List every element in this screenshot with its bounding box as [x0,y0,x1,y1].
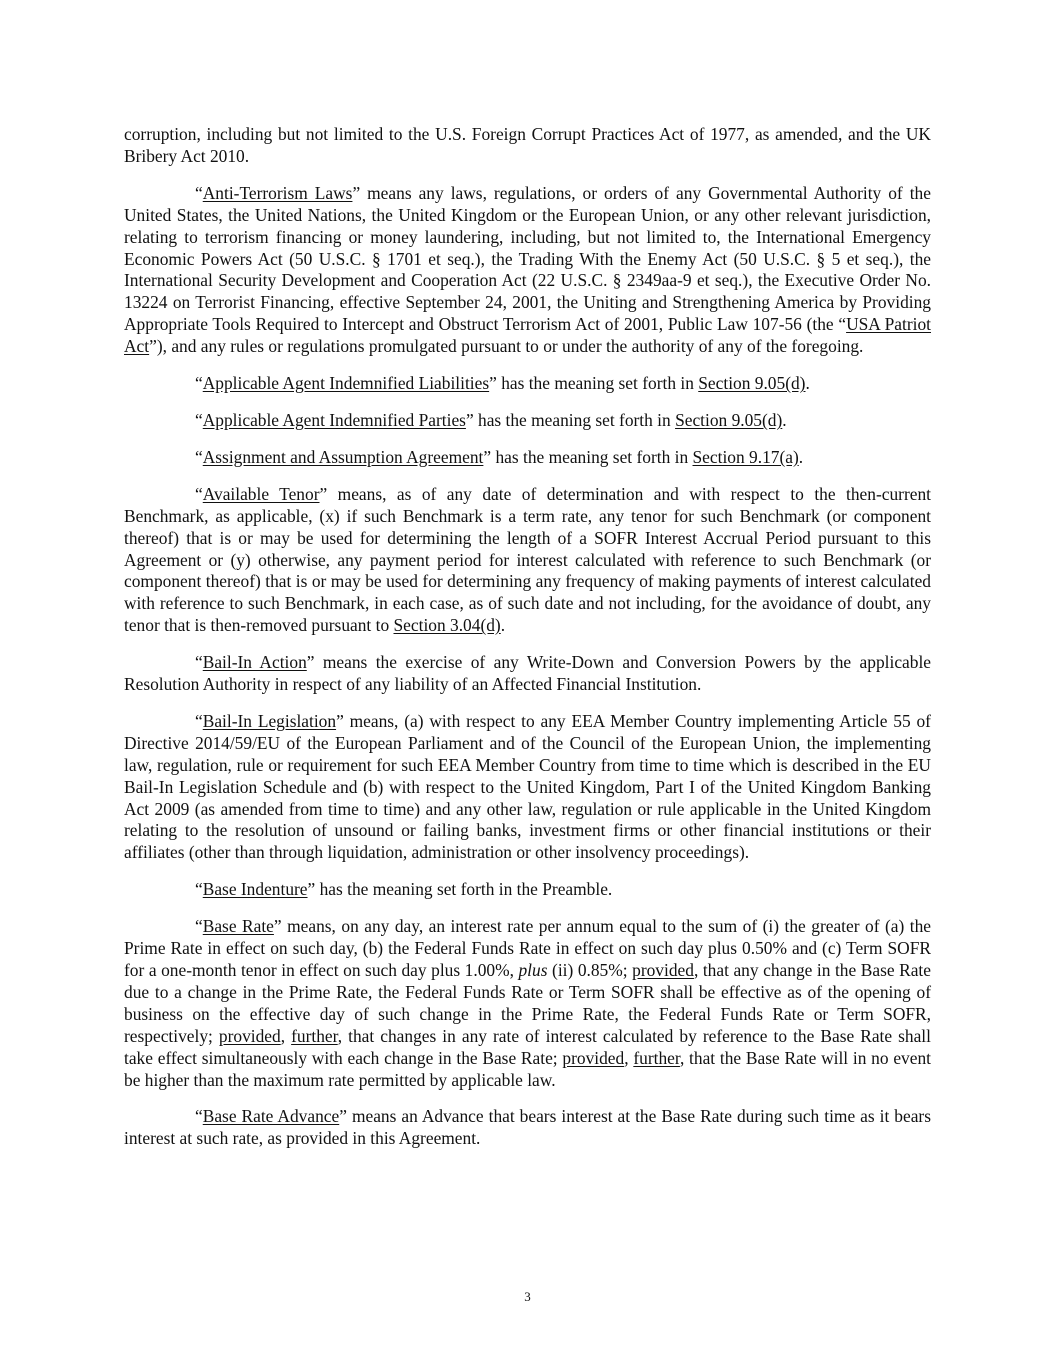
plus-italic: plus [518,960,548,980]
defined-term: Available Tenor [202,483,320,504]
definition-text: ”), and any rules or regulations promulgated pursuant to or under the authority of any of the foregoing. [149,336,864,357]
definition-applicable-agent-indemnified-liabilities [124,373,931,395]
open-quote: “ [195,916,203,937]
open-quote: “ [195,710,203,731]
definition-base-rate [124,916,931,1091]
open-quote: “ [195,879,203,900]
definition-text: , that changes in any rate of interest calculated by reference to the Base Rate shall take effect simultaneously with each change in the Base Rate; [124,1025,931,1068]
defined-term: Base Rate Advance [202,1106,340,1127]
definition-text: (ii) 0.85%; [547,960,633,980]
definition-applicable-agent-indemnified-parties [124,410,931,432]
definition-base-rate-advance [124,1106,931,1150]
definition-tail: . [782,409,787,430]
definition-assignment-and-assumption-agreement [124,447,931,469]
provided-underlined: provided [218,1025,281,1046]
definition-bail-in-action [124,652,931,696]
defined-term-usa-patriot-act: USA Patriot Act [124,314,931,357]
open-quote: “ [195,652,203,673]
definition-tail: . [798,446,804,467]
definition-available-tenor [124,484,931,637]
section-reference: Section 9.05(d) [675,409,783,430]
definition-text: ” has the meaning set forth in [465,409,676,430]
definition-text: ” has the meaning set forth in [489,373,699,394]
defined-term: Base Rate [202,916,274,937]
open-quote: “ [195,446,203,467]
section-reference: Section 9.17(a) [692,446,799,467]
defined-term: Applicable Agent Indemnified Liabilities [202,373,490,394]
definition-text: ” means any laws, regulations, or orders of any Governmental Authority of the United States, the United Nations, the United Kingdom or the European Union, or any other relevant jurisdiction, relating to terrorism financing or money laundering, including, but not limited to, the International Emergency Economic Powers Act (50 U.S.C. § 1701 et seq.), the Trading With the Enemy Act (50 U.S.C. § 5 et seq.), the International Security Development and Cooperation Act (22 U.S.C. § 2349aa-9 et seq.), the Executive Order No. 13224 on Terrorist Financing, effective September 24, 2001, the Uniting and Strengthening America by Providing Appropriate Tools Required to Intercept and Obstruct Terrorism Act of 2001, Public Law 107-56 (the “ [124,182,931,335]
section-reference: Section 9.05(d) [698,373,806,394]
defined-term: Anti-Terrorism Laws [202,182,353,203]
intro-text: corruption, including but not limited to the U.S. Foreign Corrupt Practices Act of 1977, as amended, and the UK Bribery Act 2010. [124,124,931,166]
definition-tail: . [500,615,506,636]
defined-term: Assignment and Assumption Agreement [202,446,484,467]
separator: , [280,1025,292,1046]
definition-text: ” means an Advance that bears interest at the Base Rate during such time as it bears interest at such rate, as provided in this Agreement. [124,1106,931,1149]
definition-text: ” means, as of any date of determination and with respect to the then-current Benchmark, as applicable, (x) if such Benchmark is a term rate, any tenor for such Benchmark (or component thereof) that is or may be used for determining the length of a SOFR Interest Accrual Period pursuant to this Agreement or (y) otherwise, any payment period for interest calculated with reference to such Benchmark (or component thereof) that is or may be used for determining any frequency of making payments of interest calculated with reference to such Benchmark, in each case, as of such date and not including, for the avoidance of doubt, any tenor that is then-removed pursuant to [124,483,931,636]
defined-term: Base Indenture [202,879,308,900]
defined-term: Bail-In Action [202,652,307,673]
definition-text: ” means, on any day, an interest rate per annum equal to the sum of (i) the greater of (a) the Prime Rate in effect on such day, (b) the Federal Funds Rate in effect on such day plus 0.50% and (c) Term SOFR for a one-month tenor in effect on such day plus 1.00%, [124,916,932,980]
definition-tail: . [805,373,810,394]
further-underlined: further [291,1025,338,1046]
definition-text: ” means the exercise of any Write-Down and Conversion Powers by the applicable Resolution Authority in respect of any liability of an Affected Financial Institution. [124,652,932,695]
definition-text: , that the Base Rate will in no event be higher than the maximum rate permitted by applicable law. [124,1047,931,1090]
defined-term: Bail-In Legislation [202,710,337,731]
page-number: 3 [524,1289,531,1304]
definition-text: , that any change in the Base Rate due to a change in the Prime Rate, the Federal Funds Rate or Term SOFR shall be effective as of the opening of business on the effective day of such change in the Prime Rate, the Federal Funds Rate or Term SOFR, respectively; [124,960,931,1046]
open-quote: “ [195,182,203,203]
open-quote: “ [195,409,203,430]
provided-underlined: provided [562,1047,625,1068]
open-quote: “ [195,1106,203,1127]
definition-text: ” means, (a) with respect to any EEA Member Country implementing Article 55 of Directive 2014/59/EU of the European Parliament and of the Council of the European Union, the implementing law, regulation, rule or requirement for such EEA Member Country from time to time which is described in the EU Bail-In Legislation Schedule and (b) with respect to the United Kingdom, Part I of the United Kingdom Banking Act 2009 (as amended from time to time) and any other law, regulation or rule applicable in the United Kingdom relating to the resolution of unsound or failing banks, investment firms or other financial institutions or their affiliates (other than through liquidation, administration or other insolvency proceedings). [124,710,931,863]
further-underlined: further [633,1047,680,1068]
open-quote: “ [195,373,203,394]
open-quote: “ [195,483,203,504]
intro-paragraph [124,124,931,168]
document-page [124,124,931,1165]
definition-base-indenture [124,879,931,901]
defined-term: Applicable Agent Indemnified Parties [202,409,466,430]
section-reference: Section 3.04(d) [393,615,501,636]
definition-text: ” has the meaning set forth in [483,446,693,467]
separator: , [624,1047,634,1068]
definition-text: ” has the meaning set forth in the Preamble. [307,879,613,900]
definition-bail-in-legislation [124,711,931,864]
provided-underlined: provided [632,960,694,980]
definition-anti-terrorism-laws [124,183,931,358]
